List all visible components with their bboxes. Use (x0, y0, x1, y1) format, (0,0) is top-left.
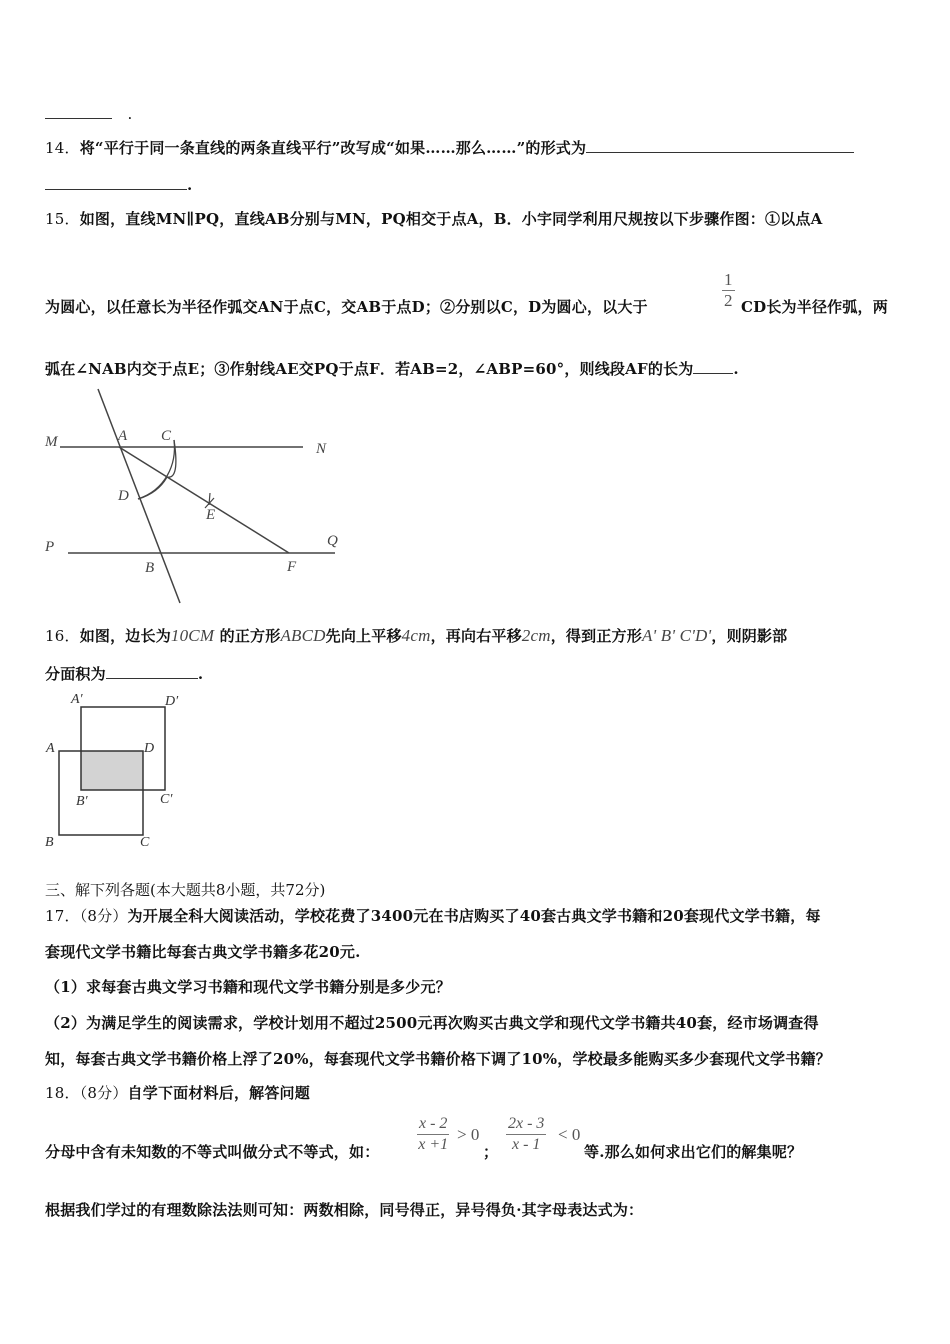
math-value: ABCD (280, 626, 326, 645)
question-17-line2 (45, 941, 361, 962)
question-17-part1 (45, 976, 451, 997)
label-B: B (145, 560, 155, 576)
question-text: 知，每套古典文学书籍价格上浮了20%，每套现代文学书籍价格下调了10%，学校最多能购买多少套现代文学书籍？ (45, 1050, 831, 1068)
fraction-numerator: 1 (724, 270, 733, 289)
question-number: 16． (45, 627, 80, 645)
question-text: 根据我们学过的有理数除法法则可知：两数相除，同号得正，异号得负·其字母表达式为： (45, 1201, 644, 1219)
question-number: 18． (45, 1084, 80, 1102)
question-text: 的正方形 (219, 627, 281, 645)
question-text: ，再向右平移 (430, 627, 522, 645)
answer-blank[interactable] (586, 138, 854, 153)
question-text: 弧在∠NAB内交于点E；③作射线AE交PQ于点F．若AB=2，∠ABP=60°，则线段AF的长为 (45, 360, 694, 378)
question-text: CD长为半径作弧，两 (741, 298, 888, 316)
question-score: （8分） (79, 907, 128, 925)
question-text: 为圆心，以任意长为半径作弧交AN于点C，交AB于点D；②分别以C，D为圆心，以大于 (45, 298, 648, 316)
label-F: F (287, 559, 297, 575)
label-B-prime: B′ (76, 794, 88, 809)
math-value: 10CM (170, 626, 215, 645)
relation-2: < 0 (558, 1125, 581, 1144)
question-17-line1 (45, 905, 821, 926)
question-text: ，得到正方形 (550, 627, 642, 645)
question-text: 如图，边长为 (79, 627, 171, 645)
section-title: 三、解下列各题(本大题共8小题，共72分) (45, 881, 326, 899)
question-text: 等.那么如何求出它们的解集呢？ (584, 1143, 803, 1161)
question-16-line1 (45, 625, 787, 646)
ray-AF (119, 447, 289, 553)
label-B: B (45, 835, 54, 850)
question-text: 先向上平移 (325, 627, 402, 645)
label-D-prime: D′ (165, 694, 179, 709)
label-N: N (316, 441, 327, 457)
label-A-prime: A′ (71, 692, 83, 707)
question-16-line2 (45, 663, 203, 684)
line-AB (98, 389, 180, 603)
question-text: 为开展全科大阅读活动，学校花费了3400元在书店购买了40套古典文学书籍和20套现代文学书籍，每 (127, 907, 821, 925)
label-E: E (206, 507, 216, 523)
fraction-one-half (722, 270, 735, 311)
label-C: C (140, 835, 150, 850)
question-17-part2-line1 (45, 1012, 819, 1033)
question-text: （1）求每套古典文学习书籍和现代文学书籍分别是多少元？ (45, 978, 451, 996)
answer-blank[interactable] (693, 359, 733, 374)
question-15-line3 (45, 358, 739, 379)
question-18-title (45, 1082, 310, 1103)
question-text: 套现代文学书籍比每套古典文学书籍多花20元. (45, 943, 361, 961)
separator: ； (483, 1143, 499, 1161)
question-15-line1 (45, 208, 822, 229)
label-C-prime: C′ (160, 792, 173, 807)
fraction-denominator: x +1 (418, 1136, 449, 1153)
fraction-denominator: x - 1 (512, 1136, 541, 1153)
label-D: D (118, 488, 129, 504)
math-value: 2cm (521, 626, 551, 645)
answer-blank[interactable] (106, 664, 198, 679)
question-15-line2 (45, 296, 648, 317)
answer-blank[interactable] (45, 104, 112, 119)
question-number: 14． (45, 139, 80, 157)
question-18-rule (45, 1199, 643, 1220)
q13-answer-blank-line (45, 104, 132, 123)
question-score: （8分） (79, 1084, 128, 1102)
math-value: 4cm (401, 626, 431, 645)
fraction-numerator: x - 2 (417, 1114, 449, 1135)
question-end: . (187, 176, 193, 194)
question-text: 将“平行于同一条直线的两条直线平行”改写成“如果……那么……”的形式为 (79, 139, 587, 157)
fraction-example-2 (506, 1114, 546, 1155)
label-P: P (45, 539, 55, 555)
question-text: （2）为满足学生的阅读需求，学校计划用不超过2500元再次购买古典文学和现代文学书籍共40套，经市场调查得 (45, 1014, 819, 1032)
question-text: ，则阴影部 (711, 627, 788, 645)
relation-1: > 0 (457, 1125, 480, 1144)
q15-geometry-figure (40, 380, 360, 610)
question-17-part2-line2 (45, 1048, 831, 1069)
question-text: 如图，直线MN∥PQ，直线AB分别与MN，PQ相交于点A，B．小宇同学利用尺规按以下步骤作图：①以点A (79, 210, 823, 228)
question-text: 分面积为 (45, 665, 106, 683)
question-15-line2b (741, 296, 888, 317)
q13-end: . (127, 105, 133, 123)
question-text: 分母中含有未知数的不等式叫做分式不等式，如： (45, 1143, 380, 1161)
math-value: A' B' C'D' (641, 626, 712, 645)
section-3-heading (45, 879, 325, 900)
q16-squares-figure (40, 685, 200, 855)
fraction-numerator: 2x - 3 (506, 1114, 546, 1135)
fraction-denominator: 2 (724, 291, 733, 310)
question-end: . (733, 360, 739, 378)
fraction-example-1 (417, 1114, 449, 1155)
label-C: C (161, 428, 172, 444)
question-18-intro (45, 1141, 379, 1162)
question-text: 自学下面材料后，解答问题 (127, 1084, 310, 1102)
question-14-continued (45, 175, 192, 194)
label-Q: Q (327, 533, 338, 549)
answer-blank[interactable] (45, 175, 187, 190)
label-M: M (45, 434, 58, 450)
question-number: 17． (45, 907, 80, 925)
question-number: 15． (45, 210, 80, 228)
shaded-overlap-region (81, 751, 143, 790)
label-A: A (46, 741, 55, 756)
question-14 (45, 137, 854, 158)
label-D: D (144, 741, 155, 756)
question-end: . (197, 665, 204, 683)
question-18-after (584, 1141, 802, 1162)
label-A: A (118, 428, 128, 444)
